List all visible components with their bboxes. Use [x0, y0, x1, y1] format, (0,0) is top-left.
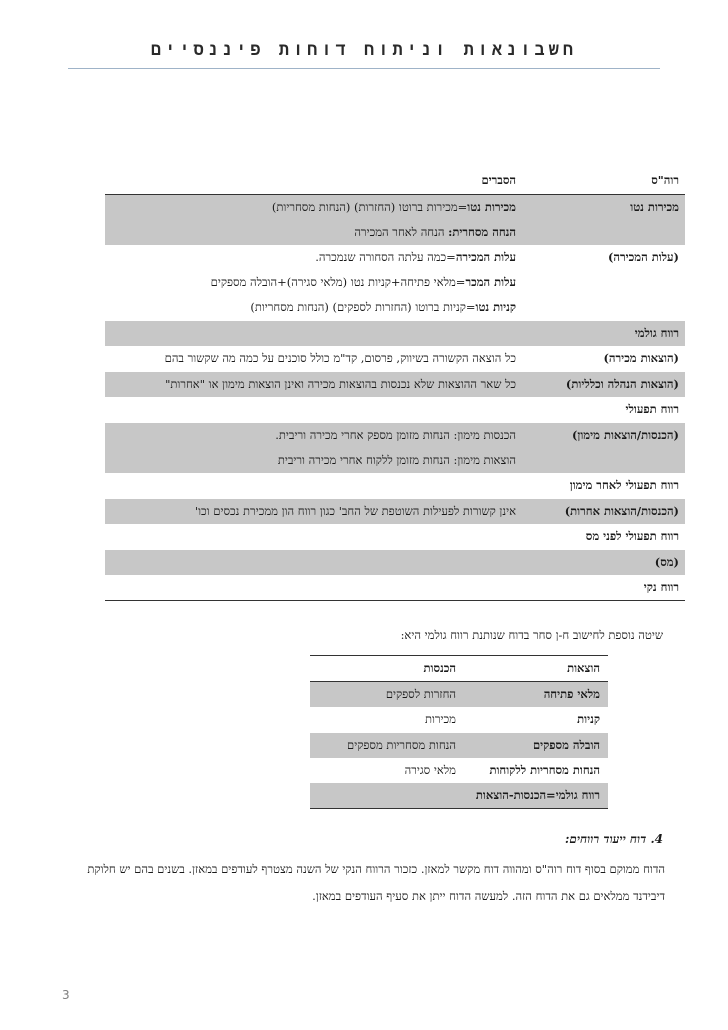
statement-item: מכירות נטו — [522, 195, 685, 246]
table-row — [105, 372, 685, 398]
statement-item: רווח נקי — [522, 575, 685, 601]
explanation-cell — [105, 397, 522, 423]
statement-item: (מס) — [522, 550, 685, 576]
explanation-line — [111, 451, 516, 470]
table-row — [105, 575, 685, 601]
sub-table-row — [310, 707, 608, 733]
explanation-cell — [105, 499, 522, 525]
income-item: הנחות מסחריות מספקים — [310, 733, 464, 759]
statement-item: רווח תפעולי — [625, 402, 679, 416]
explanation-cell — [105, 550, 522, 576]
table-row — [105, 499, 685, 525]
table-row — [105, 321, 685, 347]
explanation-term: עלות המכירה — [455, 250, 516, 264]
income-item: מכירות — [424, 712, 456, 726]
statement-item: (הכנסות/הוצאות אחרות) — [522, 499, 685, 525]
explanation-text: כל הוצאה הקשורה בשיווק, פרסום, קד"מ כולל סוכנים על כמה מה שקשור בהם — [164, 351, 516, 365]
statement-item: רווח תפעולי לפני מס — [585, 529, 679, 543]
statement-item: (עלות המכירה) — [607, 250, 679, 264]
expense-item: הנחות מסחריות ללקוחות — [489, 763, 600, 777]
sub-table-total-row — [310, 783, 608, 809]
expense-item: קניות — [577, 712, 600, 726]
expense-item: מלאי פתיחה — [464, 682, 608, 708]
explanation-term: מכירות נטו — [467, 200, 516, 214]
sub-table-header-row — [310, 656, 608, 682]
page-number: 3 — [62, 988, 70, 1002]
table-row — [105, 245, 685, 321]
explanation-line — [111, 349, 516, 368]
gross-profit-formula: רווח גולמי=הכנסות-הוצאות — [310, 783, 608, 809]
explanation-text: אינן קשורות לפעילות השוטפת של החב' כגון רווח הון ממכירת נכסים וכו' — [194, 504, 516, 518]
statement-item: (הוצאות הנהלה וכלליות) — [522, 372, 685, 398]
table-row — [105, 346, 685, 372]
header-cell-statement: רוה"ס — [522, 168, 685, 195]
explanation-cell — [105, 195, 522, 246]
explanation-cell — [105, 372, 522, 398]
explanation-text: =מכירות ברוטו (החזרות) (הנחות מסחריות) — [271, 200, 468, 214]
explanation-cell — [105, 423, 522, 474]
explanation-line — [111, 375, 516, 394]
explanation-cell — [105, 473, 522, 499]
header-cell-income: הכנסות — [310, 656, 464, 682]
explanation-text: =כמה עלתה הסחורה שנמכרה. — [315, 250, 456, 264]
section-heading: 4. דוח ייעוד רווחים: — [564, 832, 663, 846]
table-row — [105, 195, 685, 246]
explanation-line — [111, 248, 516, 267]
explanation-line — [111, 502, 516, 521]
header-cell-explanations: הסברים — [105, 168, 522, 195]
income-item: מלאי סגירה — [404, 763, 456, 777]
sub-table-row — [310, 758, 608, 783]
table-row — [105, 423, 685, 474]
table-row — [105, 550, 685, 576]
page-header-title: חשבונאות וניתוח דוחות פיננסיים — [150, 40, 578, 60]
income-statement-table — [105, 168, 685, 601]
sub-table-row — [310, 733, 608, 759]
explanation-text: =מלאי פתיחה+קניות נטו (מלאי סגירה)+הובלה מספקים — [210, 275, 466, 289]
explanation-cell — [105, 245, 522, 321]
explanation-line — [111, 298, 516, 317]
header-divider — [68, 68, 660, 69]
explanation-cell — [105, 575, 522, 601]
explanation-cell — [105, 346, 522, 372]
gross-profit-method-intro: שיטה נוספת לחישוב ח-ן סחר בדוח שנותנת רווח גולמי היא: — [400, 628, 663, 642]
explanation-term: קניות נטו — [475, 300, 516, 314]
statement-item: רווח גולמי — [522, 321, 685, 347]
explanation-line — [111, 223, 516, 242]
explanation-text: הכנסות מימון: הנחות מזומן מספק אחרי מכירה וריבית. — [275, 428, 516, 442]
table-header-row — [105, 168, 685, 195]
explanation-text: =קניות ברוטו (החזרות לספקים) (הנחות מסחריות) — [250, 300, 476, 314]
section-paragraph: הדוח ממוקם בסוף דוח רוה"ס ומהווה דוח מקשר למאזן. כזכור הרווח הנקי של השנה מצטרף לעודפים במאזן. בשנים בהם יש חלוקת דיבידנד ממלאים גם את הדוח הזה. למעשה הדוח ייתן את סעיף העודפים במאזן. — [87, 862, 665, 903]
statement-item: רווח תפעולי לאחר מימון — [569, 478, 679, 492]
sub-table-row — [310, 682, 608, 708]
explanation-cell — [105, 321, 522, 347]
expense-item: הובלה מספקים — [464, 733, 608, 759]
explanation-line — [111, 273, 516, 292]
table-row — [105, 473, 685, 499]
explanation-cell — [105, 524, 522, 550]
income-item: החזרות לספקים — [310, 682, 464, 708]
header-cell-expenses: הוצאות — [464, 656, 608, 682]
explanation-line — [111, 426, 516, 445]
gross-profit-account-table — [310, 655, 608, 809]
explanation-line — [111, 198, 516, 217]
statement-item: (הוצאות מכירה) — [603, 351, 679, 365]
statement-item: (הכנסות/הוצאות מימון) — [522, 423, 685, 474]
explanation-term: עלות המכר — [465, 275, 516, 289]
explanation-text: כל שאר ההוצאות שלא נכנסות בהוצאות מכירה ואינן הוצאות מימון או "אחרות" — [165, 377, 516, 391]
table-row — [105, 524, 685, 550]
explanation-text: הנחה לאחר המכירה — [354, 225, 449, 239]
explanation-text: הוצאות מימון: הנחות מזומן ללקוח אחרי מכירה וריבית — [277, 453, 516, 467]
table-row — [105, 397, 685, 423]
explanation-term: הנחה מסחרית: — [448, 225, 516, 239]
